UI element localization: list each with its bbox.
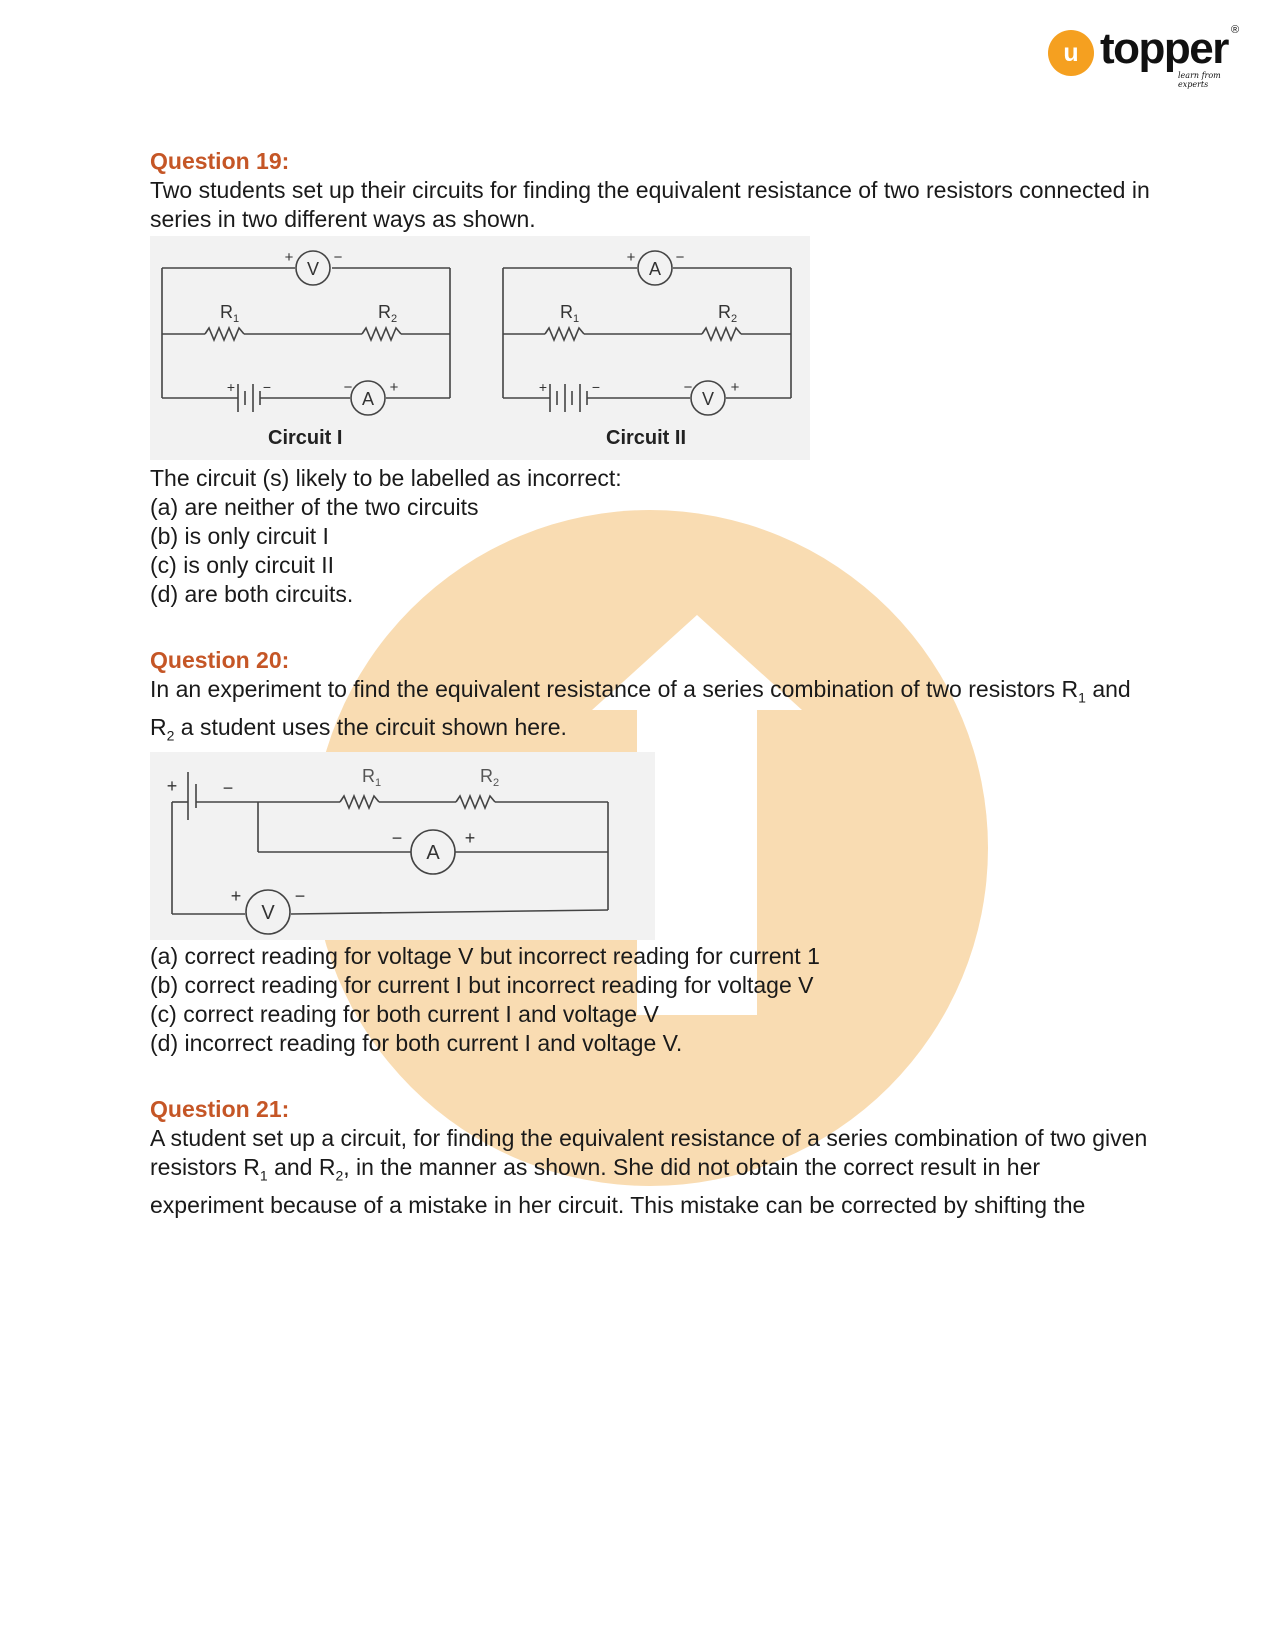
svg-text:+: +	[626, 249, 636, 266]
question-21-text: A student set up a circuit, for finding the equivalent resistance of a series combination of two given resistors $R_1$ and $R_2$, in the manner as shown. She did not obtain the correct result in her experiment because of a mistake in her circuit. This mistake can be corrected by shifting the	[150, 1125, 1148, 1218]
c1-ammeter-label: A	[361, 389, 375, 409]
c2-r2-label: $R_2$	[718, 302, 738, 325]
q19-circuit-diagrams	[150, 236, 810, 460]
svg-text:−: −	[333, 249, 343, 266]
q19-circuits-figure	[150, 236, 810, 460]
question-21-title: Question 21:	[150, 1096, 290, 1123]
q20-option-d: (d) incorrect reading for both current I and voltage V.	[150, 1030, 683, 1057]
svg-text:−: −	[391, 828, 403, 849]
c1-r1-label: $R_1$	[220, 302, 240, 325]
topper-logo-icon: u	[1048, 30, 1094, 76]
registered-mark: ®	[1231, 24, 1240, 36]
svg-text:+: +	[389, 379, 399, 396]
logo-tagline: learn from experts	[1178, 71, 1221, 89]
question-19-text: Two students set up their circuits for finding the equivalent resistance of two resistors connected in series in two different ways as shown.	[150, 177, 1150, 232]
svg-text:+: +	[166, 776, 178, 797]
svg-text:+: +	[284, 249, 294, 266]
svg-text:+: +	[464, 828, 476, 849]
q20-option-c: (c) correct reading for both current I and voltage V	[150, 1001, 659, 1028]
svg-text:+: +	[226, 379, 236, 395]
q20-ammeter-label: A	[426, 842, 440, 865]
logo-wordmark: topper	[1100, 24, 1228, 73]
svg-text:−: −	[222, 778, 234, 799]
svg-text:−: −	[262, 379, 272, 395]
q19-option-a: (a) are neither of the two circuits	[150, 494, 479, 520]
svg-text:+: +	[230, 886, 242, 907]
circuit-2-label: Circuit II	[606, 427, 687, 449]
c1-voltmeter-label: V	[306, 259, 320, 279]
question-20-text: In an experiment to find the equivalent resistance of a series combination of two resistors $R_1$ and $R_2$ a student uses the circuit shown here.	[150, 676, 1131, 744]
q20-option-b: (b) correct reading for current I but incorrect reading for voltage V	[150, 972, 814, 999]
c2-r1-label: $R_1$	[560, 302, 580, 325]
question-19-title: Question 19:	[150, 148, 290, 174]
q20-voltmeter-label: V	[261, 902, 275, 925]
question-20-title: Question 20:	[150, 647, 290, 673]
svg-text:−: −	[683, 379, 693, 396]
svg-text:−: −	[675, 249, 685, 266]
svg-text:−: −	[343, 379, 353, 396]
q20-circuit-diagram	[150, 752, 655, 940]
q20-option-a: (a) correct reading for voltage V but incorrect reading for current 1	[150, 943, 820, 970]
topper-logo	[1048, 24, 1240, 89]
c2-voltmeter-label: V	[701, 389, 715, 409]
c2-ammeter-label: A	[648, 259, 662, 279]
q20-r2-label: $R_2$	[480, 766, 500, 790]
q20-circuit-figure	[150, 752, 655, 940]
svg-text:−: −	[591, 379, 601, 395]
question-19-prompt: The circuit (s) likely to be labelled as incorrect:	[150, 465, 622, 491]
svg-text:+: +	[730, 379, 740, 396]
svg-text:+: +	[538, 379, 548, 395]
svg-text:−: −	[294, 886, 306, 907]
q19-option-c: (c) is only circuit II	[150, 552, 335, 578]
c1-r2-label: $R_2$	[378, 302, 398, 325]
circuit-1-label: Circuit I	[268, 427, 343, 449]
q19-option-d: (d) are both circuits.	[150, 581, 354, 607]
q19-option-b: (b) is only circuit I	[150, 523, 329, 549]
q20-r1-label: $R_1$	[362, 766, 382, 790]
